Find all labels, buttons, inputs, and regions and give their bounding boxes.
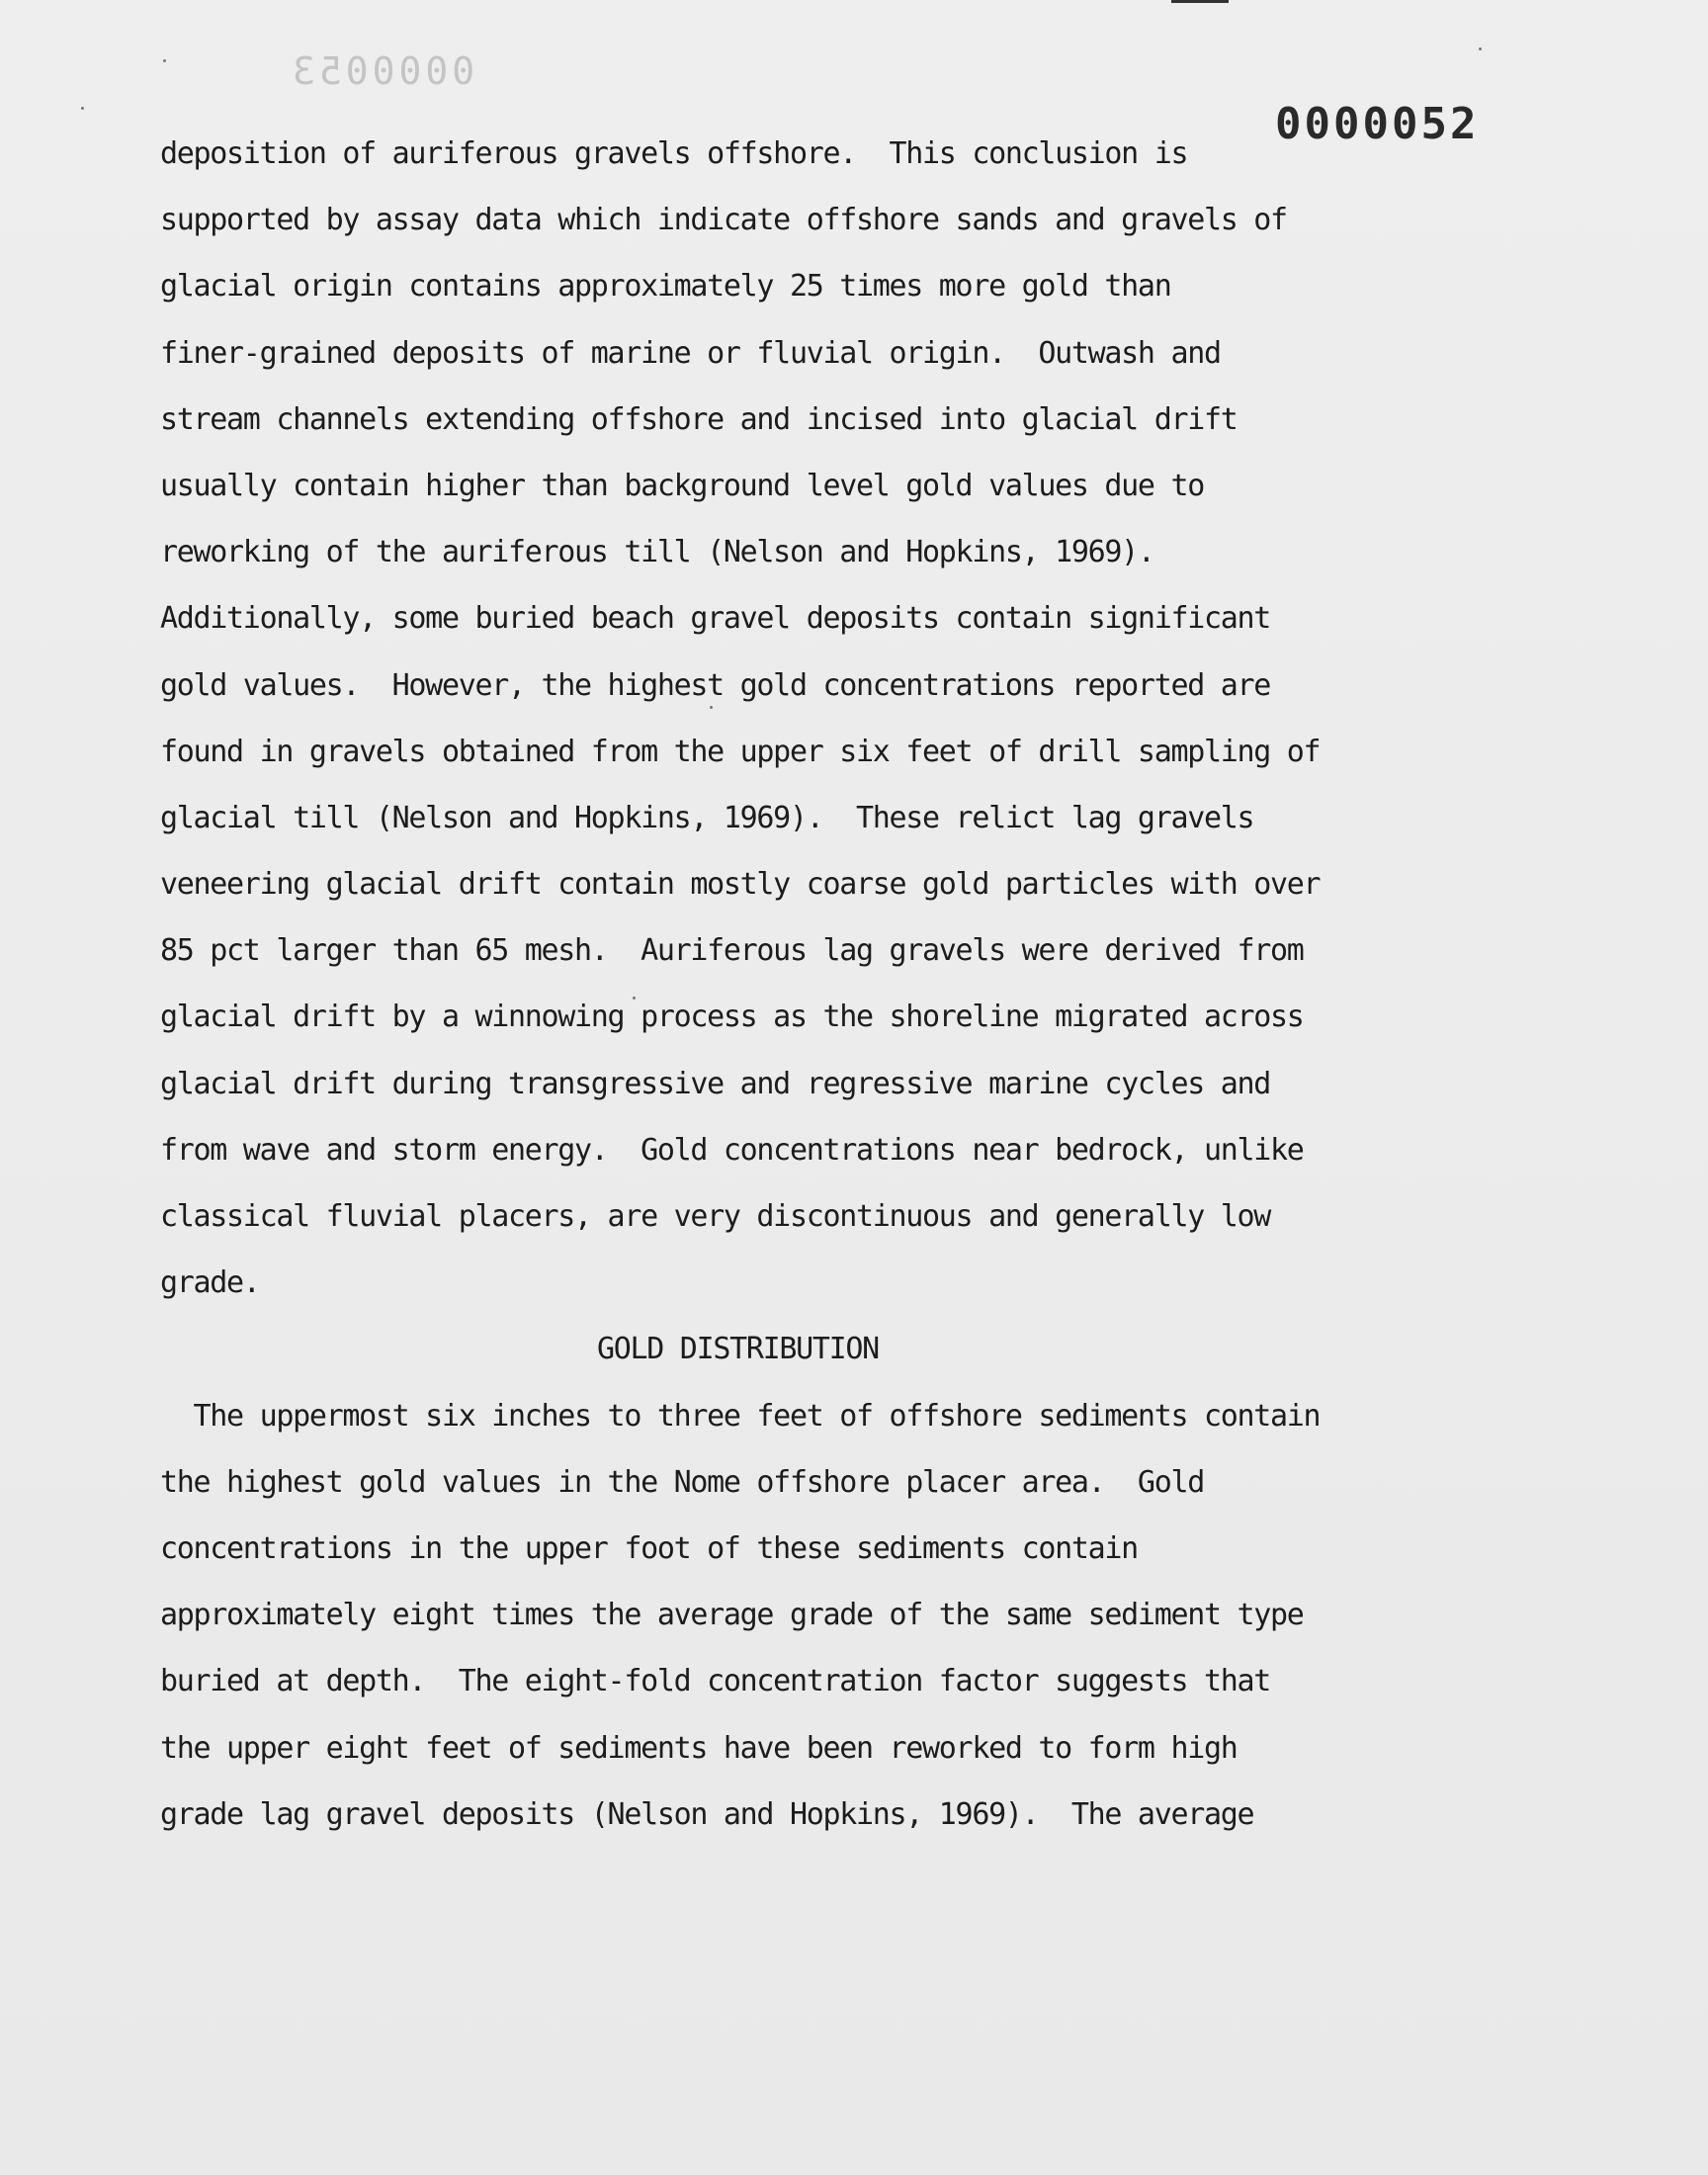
text-line: glacial origin contains approximately 25 times more gold than (160, 269, 1171, 304)
text-line: 85 pct larger than 65 mesh. Auriferous lag gravels were derived from (160, 933, 1304, 969)
scan-speck (710, 706, 713, 709)
text-line: concentrations in the upper foot of these sediments contain (160, 1530, 1138, 1566)
text-line: deposition of auriferous gravels offshore. This conclusion is (160, 136, 1188, 171)
bleed-through-page-number: 0000053 (289, 49, 475, 93)
scan-speck (633, 997, 636, 1000)
text-line: grade lag gravel deposits (Nelson and Hopkins, 1969). The average (160, 1796, 1254, 1832)
text-line: found in gravels obtained from the upper six feet of drill sampling of (160, 734, 1321, 769)
text-line: stream channels extending offshore and incised into glacial drift (160, 401, 1238, 437)
text-line: gold values. However, the highest gold concentrations reported are (160, 667, 1271, 703)
body-text (160, 121, 1346, 1848)
text-line: grade. (160, 1265, 260, 1301)
text-line: from wave and storm energy. Gold concentrations near bedrock, unlike (160, 1132, 1304, 1168)
text-line: buried at depth. The eight-fold concentration factor suggests that (160, 1664, 1271, 1699)
text-line: approximately eight times the average grade of the same sediment type (160, 1598, 1304, 1633)
text-line: the highest gold values in the Nome offshore placer area. Gold (160, 1464, 1204, 1500)
text-line: glacial drift by a winnowing process as the shoreline migrated across (160, 1000, 1304, 1035)
scan-speck (1479, 47, 1482, 50)
scan-speck (81, 107, 84, 110)
scan-speck (163, 59, 166, 62)
text-line: The uppermost six inches to three feet of offshore sediments contain (160, 1398, 1321, 1434)
text-line: the upper eight feet of sediments have been reworked to form high (160, 1730, 1238, 1766)
text-line: supported by assay data which indicate offshore sands and gravels of (160, 203, 1287, 238)
text-line: veneering glacial drift contain mostly coarse gold particles with over (160, 867, 1321, 903)
top-edge-mark (1171, 0, 1229, 3)
paragraph-1 (160, 121, 1346, 1316)
text-line: glacial drift during transgressive and regressive marine cycles and (160, 1066, 1271, 1101)
text-line: classical fluvial placers, are very discontinuous and generally low (160, 1199, 1271, 1234)
text-line: reworking of the auriferous till (Nelson and Hopkins, 1969). (160, 535, 1154, 570)
text-line: Additionally, some buried beach gravel deposits contain significant (160, 601, 1271, 637)
paragraph-2 (160, 1383, 1346, 1848)
text-line: glacial till (Nelson and Hopkins, 1969). These relict lag gravels (160, 800, 1254, 835)
text-line: finer-grained deposits of marine or fluvial origin. Outwash and (160, 335, 1221, 371)
text-line: usually contain higher than background level gold values due to (160, 468, 1204, 503)
section-heading: GOLD DISTRIBUTION (597, 1332, 879, 1367)
page-number: 0000052 (1275, 99, 1480, 149)
